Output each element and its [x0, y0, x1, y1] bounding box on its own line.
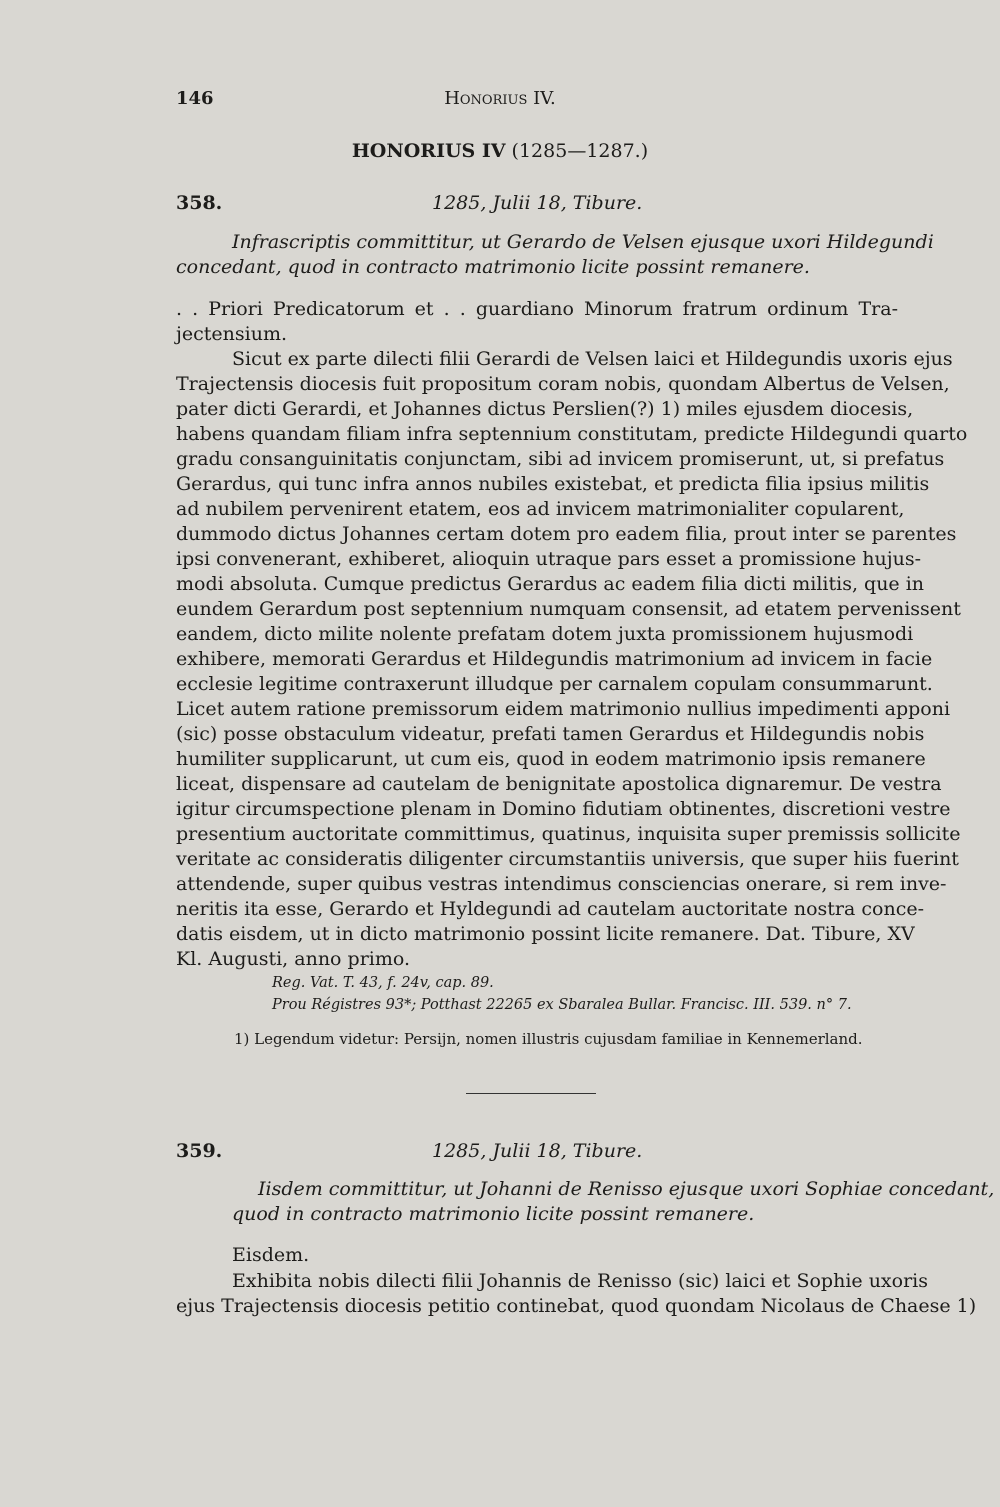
body-line: igitur circumspectione plenam in Domino fidutiam obtinentes, discretioni vestre: [176, 798, 951, 820]
body-line: presentium auctoritate committimus, quatinus, inquisita super premissis sollicite: [176, 823, 961, 845]
body-line: modi absoluta. Cumque predictus Gerardus ac eadem filia dicti militis, que in: [176, 573, 925, 595]
summary-line: Iisdem committitur, ut Johanni de Renisso ejusque uxori Sophiae concedant,: [258, 1178, 995, 1200]
document-address: Eisdem.: [232, 1244, 310, 1266]
body-line: Gerardus, qui tunc infra annos nubiles existebat, et predicta filia ipsius militis: [176, 473, 930, 495]
body-line: eundem Gerardum post septennium numquam consensit, ad etatem pervenissent: [176, 598, 961, 620]
summary-line: quod in contracto matrimonio licite possint remanere.: [232, 1203, 755, 1225]
body-first-line: [232, 1269, 928, 1294]
body-line: ejus Trajectensis diocesis petitio continebat, quod quondam Nicolaus de Chaese 1): [176, 1295, 977, 1317]
document-body: [176, 1294, 977, 1319]
source-citation: Reg. Vat. T. 43, f. 24v, cap. 89.: [272, 975, 494, 991]
body-line: eandem, dicto milite nolente prefatam dotem juxta promissionem hujusmodi: [176, 623, 914, 645]
address-line: . . Priori Predicatorum et . . guardiano Minorum fratrum ordinum Tra-: [176, 298, 898, 320]
body-line: liceat, dispensare ad cautelam de benignitate apostolica dignaremur. De vestra: [176, 773, 942, 795]
body-line: ipsi convenerant, exhiberet, alioquin utraque pars esset a promissione hujus-: [176, 548, 922, 570]
body-line: Licet autem ratione premissorum eidem matrimonio nullius impedimenti apponi: [176, 698, 951, 720]
body-line: dummodo dictus Johannes certam dotem pro eadem filia, prout inter se parentes: [176, 523, 957, 545]
body-line: exhibere, memorati Gerardus et Hildegundis matrimonium ad invicem in facie: [176, 648, 933, 670]
body-line: veritate ac consideratis diligenter circumstantiis universis, que super hiis fuerint: [176, 848, 959, 870]
document-address: [176, 297, 898, 347]
body-line: ad nubilem pervenirent etatem, eos ad invicem matrimonialiter copularent,: [176, 498, 905, 520]
body-line: datis eisdem, ut in dicto matrimonio possint licite remanere. Dat. Tibure, XV: [176, 923, 915, 945]
body-line: Sicut ex parte dilecti filii Gerardi de Velsen laici et Hildegundis uxoris ejus: [232, 348, 953, 370]
document-date: 1285, Julii 18, Tibure.: [432, 1140, 643, 1162]
document-number: 358.: [176, 192, 223, 214]
body-line: humiliter supplicarunt, ut cum eis, quod in eodem matrimonio ipsis remanere: [176, 748, 926, 770]
document-summary: [232, 230, 934, 255]
summary-line: concedant, quod in contracto matrimonio licite possint remanere.: [176, 256, 810, 278]
body-line: Kl. Augusti, anno primo.: [176, 948, 411, 970]
body-line: gradu consanguinitatis conjunctam, sibi ad invicem promiserunt, ut, si prefatus: [176, 448, 945, 470]
section-divider: [466, 1093, 596, 1094]
pontificate-years: (1285—1287.): [511, 140, 649, 162]
footnote: 1) Legendum videtur: Persijn, nomen illustris cujusdam familiae in Kennemerland.: [234, 1030, 863, 1048]
document-body: [176, 372, 968, 972]
address-line: jectensium.: [176, 323, 288, 345]
document-summary-cont: [232, 1202, 898, 1227]
body-line: attendende, super quibus vestras intendimus consciencias onerare, si rem inve-: [176, 873, 947, 895]
page-number: 146: [176, 88, 214, 109]
body-line: (sic) posse obstaculum videatur, prefati tamen Gerardus et Hildegundis nobis: [176, 723, 925, 745]
document-summary: [258, 1177, 995, 1202]
document-number: 359.: [176, 1140, 223, 1162]
document-summary-cont: [176, 255, 898, 280]
document-date: 1285, Julii 18, Tibure.: [432, 192, 643, 214]
body-first-line: [232, 347, 953, 372]
summary-line: Infrascriptis committitur, ut Gerardo de Velsen ejusque uxori Hildegundi: [232, 231, 934, 253]
source-citation: Prou Régistres 93*; Potthast 22265 ex Sbaralea Bullar. Francisc. III. 539. n° 7.: [272, 997, 852, 1013]
pope-name: HONORIUS IV: [351, 140, 506, 162]
body-line: ecclesie legitime contraxerunt illudque per carnalem copulam consummarunt.: [176, 673, 933, 695]
body-line: pater dicti Gerardi, et Johannes dictus Perslien(?) 1) miles ejusdem diocesis,: [176, 398, 914, 420]
running-title: Honorius IV.: [444, 88, 556, 109]
section-title: [0, 140, 1000, 162]
body-line: Trajectensis diocesis fuit propositum coram nobis, quondam Albertus de Velsen,: [176, 373, 950, 395]
body-line: habens quandam filiam infra septennium constitutam, predicte Hildegundi quarto: [176, 423, 968, 445]
body-line: neritis ita esse, Gerardo et Hyldegundi ad cautelam auctoritate nostra conce-: [176, 898, 924, 920]
body-line: Exhibita nobis dilecti filii Johannis de Renisso (sic) laici et Sophie uxoris: [232, 1270, 928, 1292]
